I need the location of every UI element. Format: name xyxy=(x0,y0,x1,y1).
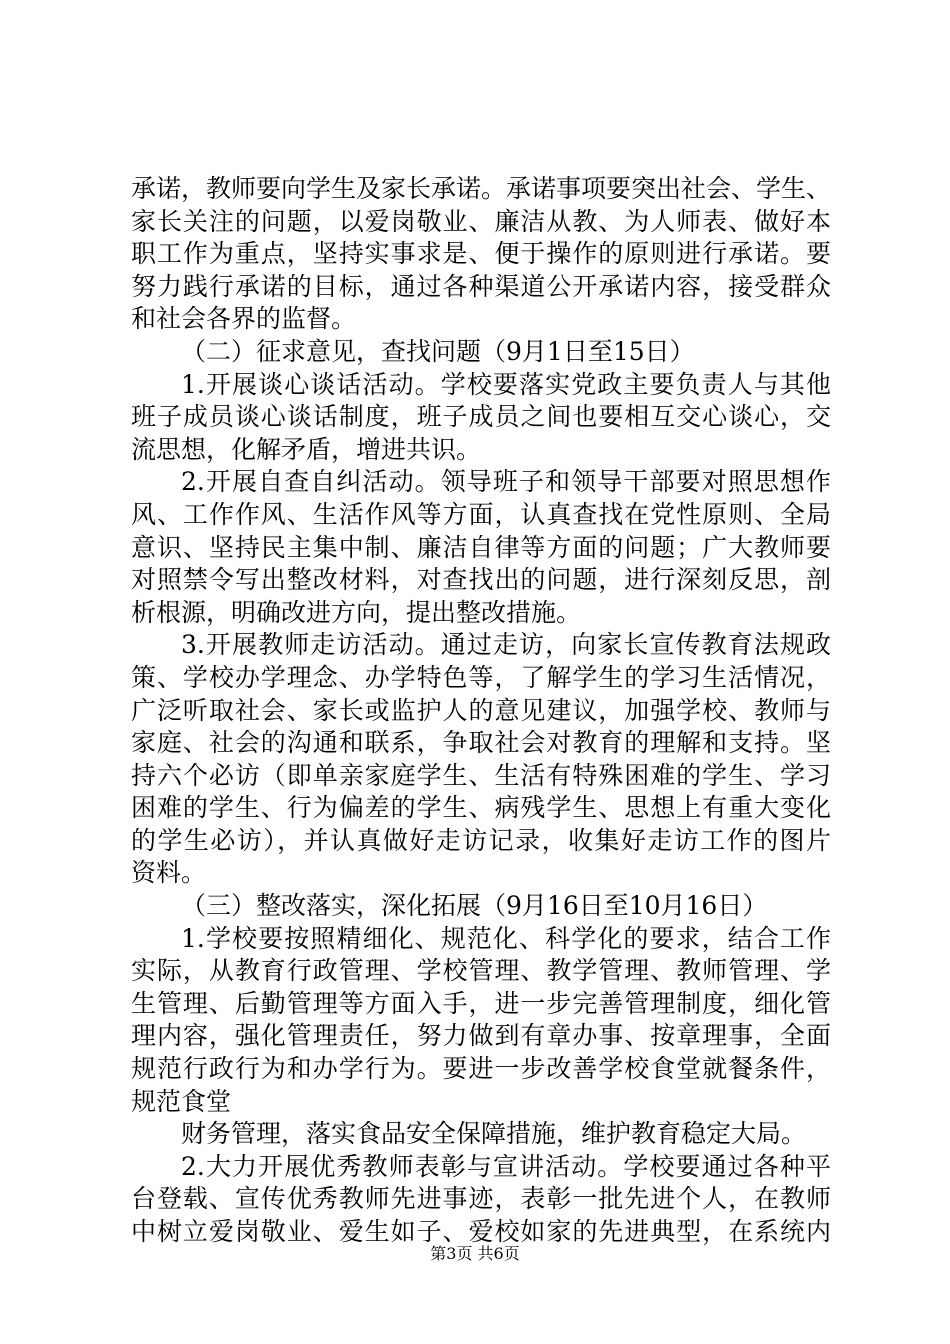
text-line: 广泛听取社会、家长或监护人的意见建议，加强学校、教师与 xyxy=(131,695,831,725)
text-line: 资料。 xyxy=(131,858,207,888)
text-line: 规范食堂 xyxy=(131,1086,232,1116)
text-line: 风、工作作风、生活作风等方面，认真查找在党性原则、全局 xyxy=(131,499,831,529)
text-line: 1.学校要按照精细化、规范化、科学化的要求，结合工作 xyxy=(181,923,831,953)
text-line: 实际，从教育行政管理、学校管理、教学管理、教师管理、学 xyxy=(131,956,831,986)
text-line: 1.开展谈心谈话活动。学校要落实党政主要负责人与其他 xyxy=(181,369,831,399)
text-line: 家长关注的问题，以爱岗敬业、廉洁从教、为人师表、做好本 xyxy=(131,206,831,236)
text-line: 2.大力开展优秀教师表彰与宣讲活动。学校要通过各种平 xyxy=(181,1151,831,1181)
text-line: 台登载、宣传优秀教师先进事迹，表彰一批先进个人，在教师 xyxy=(131,1184,831,1214)
text-line: 生管理、后勤管理等方面入手，进一步完善管理制度，细化管 xyxy=(131,988,831,1018)
text-line: 理内容，强化管理责任，努力做到有章办事、按章理事，全面 xyxy=(131,1021,831,1051)
text-line: 对照禁令写出整改材料，对查找出的问题，进行深刻反思，剖 xyxy=(131,565,831,595)
text-line: 规范行政行为和办学行为。要进一步改善学校食堂就餐条件， xyxy=(131,1054,831,1084)
text-line: 班子成员谈心谈话制度，班子成员之间也要相互交心谈心，交 xyxy=(131,402,831,432)
text-line: 流思想，化解矛盾，增进共识。 xyxy=(131,434,482,464)
text-line: 和社会各界的监督。 xyxy=(131,304,357,334)
text-line: 中树立爱岗敬业、爱生如子、爱校如家的先进典型，在系统内 xyxy=(131,1217,831,1246)
text-line: 职工作为重点，坚持实事求是、便于操作的原则进行承诺。要 xyxy=(131,239,831,269)
text-line: 持六个必访（即单亲家庭学生、生活有特殊困难的学生、学习 xyxy=(131,760,831,790)
text-line: 2.开展自查自纠活动。领导班子和领导干部要对照思想作 xyxy=(181,467,831,497)
text-line: （二）征求意见，查找问题（9月1日至15日） xyxy=(181,336,695,366)
text-line: 3.开展教师走访活动。通过走访，向家长宣传教育法规政 xyxy=(181,630,831,660)
page-footer: 第3页 共6页 xyxy=(430,1244,520,1263)
text-line: 努力践行承诺的目标，通过各种渠道公开承诺内容，接受群众 xyxy=(131,271,831,301)
text-line: 承诺，教师要向学生及家长承诺。承诺事项要突出社会、学生、 xyxy=(131,174,832,203)
text-line: 家庭、社会的沟通和联系，争取社会对教育的理解和支持。坚 xyxy=(131,728,831,758)
text-line: 意识、坚持民主集中制、廉洁自律等方面的问题；广大教师要 xyxy=(131,532,831,562)
document-body xyxy=(131,173,831,1249)
text-line: 的学生必访），并认真做好走访记录，收集好走访工作的图片 xyxy=(131,825,831,855)
text-line: 析根源，明确改进方向，提出整改措施。 xyxy=(131,597,582,627)
text-line: 困难的学生、行为偏差的学生、病残学生、思想上有重大变化 xyxy=(131,793,831,823)
text-line: （三）整改落实，深化拓展（9月16日至10月16日） xyxy=(181,891,768,921)
text-line: 策、学校办学理念、办学特色等，了解学生的学习生活情况， xyxy=(131,662,831,692)
text-line: 财务管理，落实食品安全保障措施，维护教育稳定大局。 xyxy=(181,1119,807,1149)
